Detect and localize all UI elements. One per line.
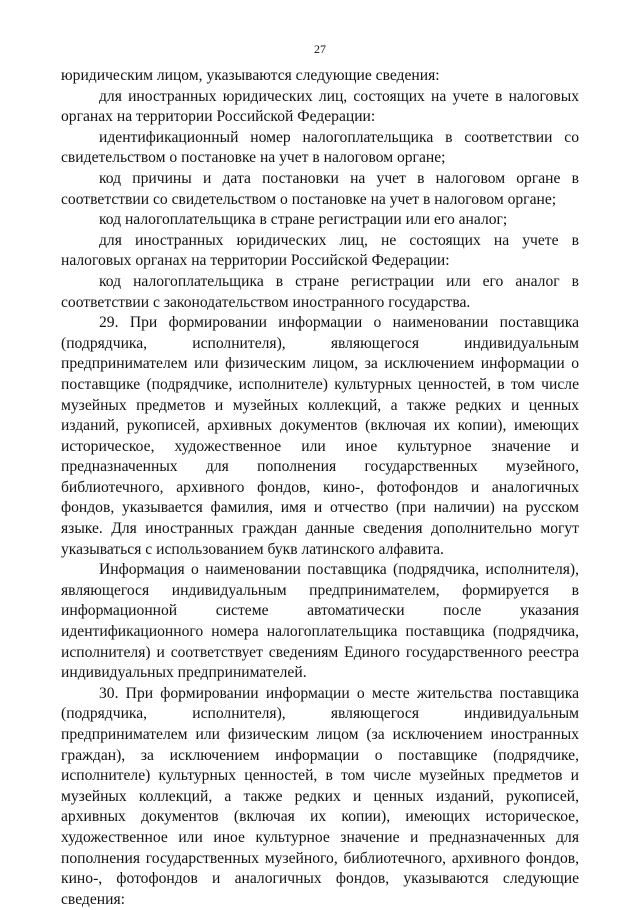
paragraph: код налогоплательщика в стране регистрации или его аналог в соответствии с законодательством иностранного государства. [61, 272, 579, 311]
paragraph: для иностранных юридических лиц, состоящих на учете в налоговых органах на территории Российской Федерации: [61, 87, 579, 126]
paragraph-item-29: 29. При формировании информации о наименовании поставщика (подрядчика, исполнителя), являющегося индивидуальным предпринимателем или физическим лицом, за исключением информации о поставщике (подрядчике, исполнителе) культурных ценностей, в том числе музейных предметов и музейных коллекций, а также редких и ценных изданий, рукописей, архивных документов (включая их копии), имеющих историческое, художественное или иное культурное значение и предназначенных для пополнения государственных музейного, библиотечного, архивного фондов, кино-, фотофондов и аналогичных фондов, указывается фамилия, имя и отчество (при наличии) на русском языке. Для иностранных граждан данные сведения дополнительно могут указываться с использованием букв латинского алфавита. [61, 314, 579, 558]
page-number: 27 [314, 42, 326, 56]
paragraph: для иностранных юридических лиц, не состоящих на учете в налоговых органах на территории Российской Федерации: [61, 231, 579, 270]
document-body [61, 66, 579, 910]
paragraph: код причины и дата постановки на учет в налоговом органе в соответствии со свидетельством о постановке на учет в налоговом органе; [61, 169, 579, 208]
paragraph-item-30: 30. При формировании информации о месте жительства поставщика (подрядчика, исполнителя), являющегося индивидуальным предпринимателем или физическим лицом (за исключением иностранных граждан), за исключением информации о поставщике (подрядчике, исполнителе) культурных ценностей, в том числе музейных предметов и музейных коллекций, а также редких и ценных изданий, рукописей, архивных документов (включая их копии), имеющих историческое, художественное или иное культурное значение и предназначенных для пополнения государственных музейного, библиотечного, архивного фондов, кино-, фотофондов и аналогичных фондов, указываются следующие сведения: [61, 684, 579, 908]
paragraph: юридическим лицом, указываются следующие сведения: [61, 67, 440, 84]
paragraph: идентификационный номер налогоплательщика в соответствии со свидетельством о постановке на учет в налоговом органе; [61, 128, 579, 167]
paragraph: Информация о наименовании поставщика (подрядчика, исполнителя), являющегося индивидуальным предпринимателем, формируется в информационной системе автоматически после указания идентификационного номера налогоплательщика поставщика (подрядчика, исполнителя) и соответствует сведениям Единого государственного реестра индивидуальных предпринимателей. [61, 561, 579, 682]
paragraph: код налогоплательщика в стране регистрации или его аналог; [99, 211, 508, 229]
